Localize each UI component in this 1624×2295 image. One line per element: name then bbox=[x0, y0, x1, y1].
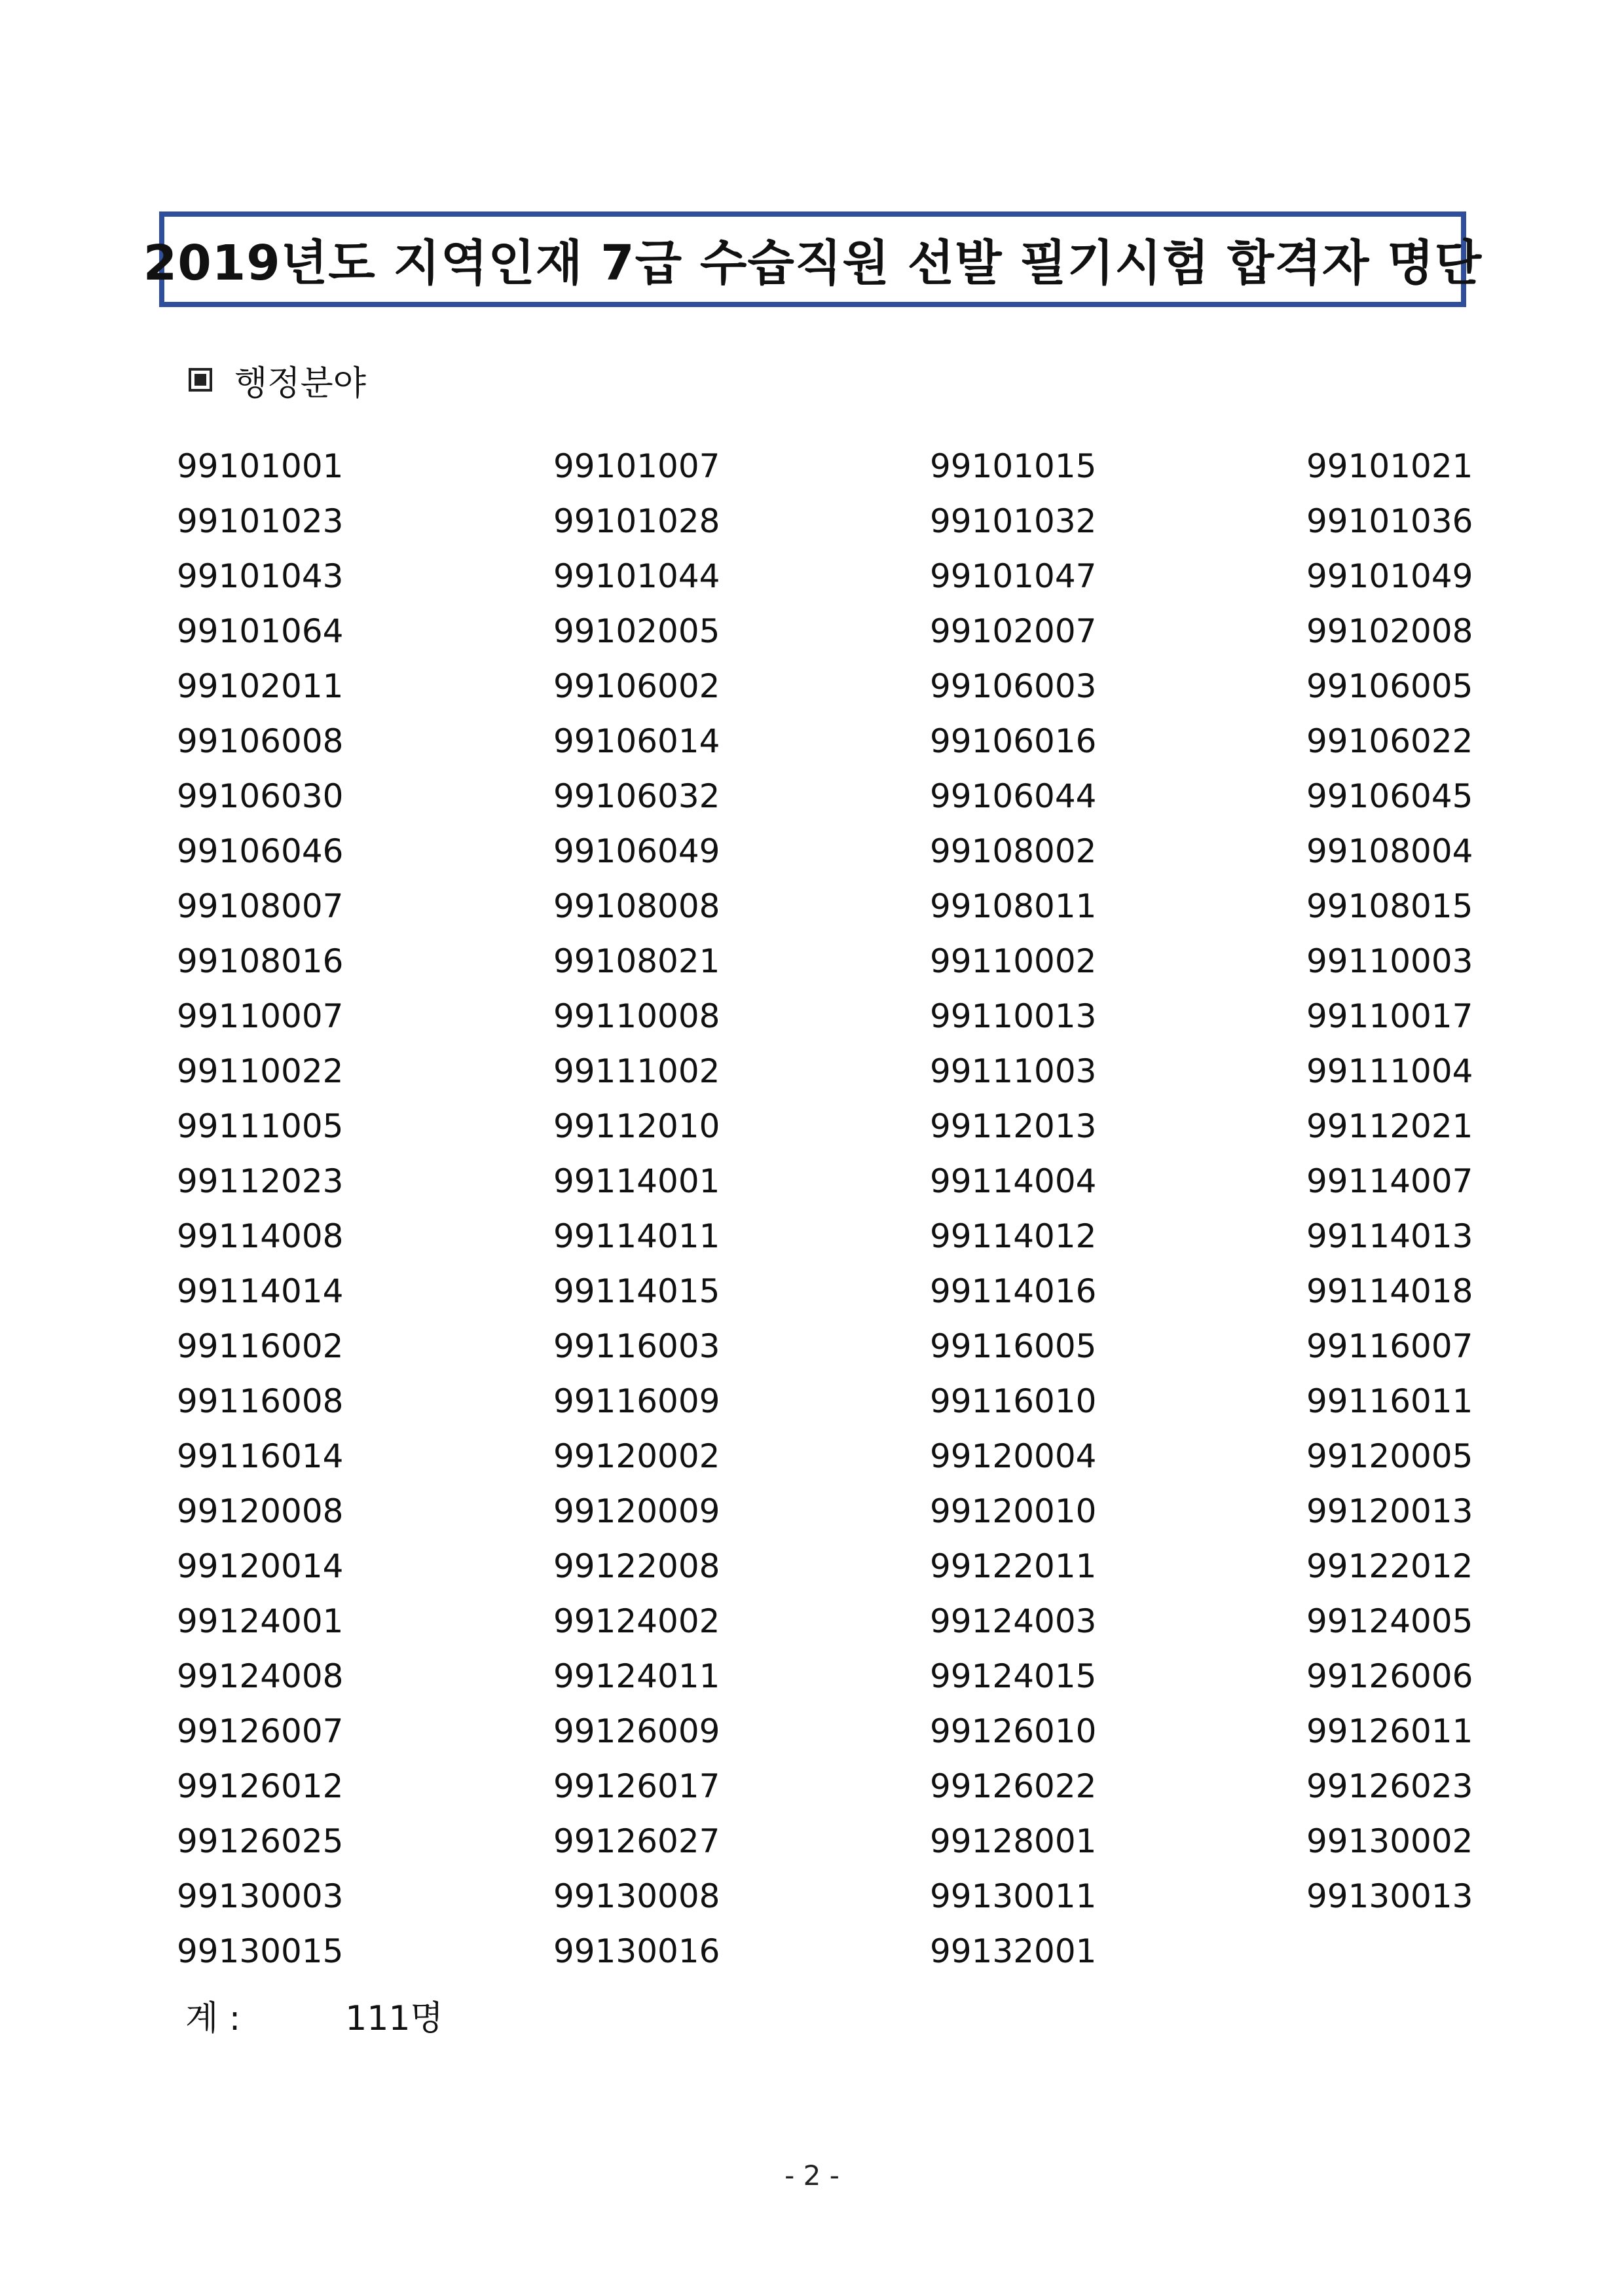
passer-number: 99102008 bbox=[1306, 612, 1473, 650]
filled-square-icon bbox=[189, 368, 212, 392]
passer-number: 99120010 bbox=[930, 1492, 1097, 1530]
passer-number: 99126007 bbox=[177, 1712, 344, 1750]
passer-number: 99112023 bbox=[177, 1162, 344, 1200]
passer-number: 99130002 bbox=[1306, 1822, 1473, 1860]
passer-number: 99101049 bbox=[1306, 557, 1473, 595]
passer-number: 99126027 bbox=[553, 1822, 720, 1860]
passer-number: 99126025 bbox=[177, 1822, 344, 1860]
passer-number: 99102007 bbox=[930, 612, 1097, 650]
passer-number: 99114001 bbox=[553, 1162, 720, 1200]
passer-number: 99126009 bbox=[553, 1712, 720, 1750]
passer-number: 99130011 bbox=[930, 1877, 1097, 1915]
passer-number: 99114015 bbox=[553, 1272, 720, 1310]
total-label: 계 : bbox=[185, 1999, 241, 2038]
passer-number: 99114007 bbox=[1306, 1162, 1473, 1200]
passer-number: 99114012 bbox=[930, 1217, 1097, 1255]
passer-number: 99114014 bbox=[177, 1272, 344, 1310]
passer-number: 99102005 bbox=[553, 612, 720, 650]
passer-number: 99126023 bbox=[1306, 1767, 1473, 1805]
passer-number: 99106044 bbox=[930, 777, 1097, 815]
passer-number: 99116002 bbox=[177, 1327, 344, 1365]
passer-number: 99101043 bbox=[177, 557, 344, 595]
passer-number: 99126010 bbox=[930, 1712, 1097, 1750]
passer-number: 99126017 bbox=[553, 1767, 720, 1805]
passer-number: 99124011 bbox=[553, 1657, 720, 1695]
passer-number: 99116007 bbox=[1306, 1327, 1473, 1365]
passer-number: 99108015 bbox=[1306, 887, 1473, 925]
passer-number: 99102011 bbox=[177, 667, 344, 705]
passer-number: 99108007 bbox=[177, 887, 344, 925]
passer-number: 99116005 bbox=[930, 1327, 1097, 1365]
passer-number: 99114013 bbox=[1306, 1217, 1473, 1255]
passer-number: 99108011 bbox=[930, 887, 1097, 925]
passer-number: 99110008 bbox=[553, 997, 720, 1035]
passer-number: 99106030 bbox=[177, 777, 344, 815]
passer-number: 99124015 bbox=[930, 1657, 1097, 1695]
passer-number: 99101036 bbox=[1306, 502, 1473, 540]
passer-number: 99124002 bbox=[553, 1602, 720, 1640]
passer-number: 99101007 bbox=[553, 447, 720, 485]
passer-number: 99126022 bbox=[930, 1767, 1097, 1805]
passer-number: 99114011 bbox=[553, 1217, 720, 1255]
passer-number: 99120002 bbox=[553, 1437, 720, 1475]
passer-number: 99101023 bbox=[177, 502, 344, 540]
passer-number: 99114018 bbox=[1306, 1272, 1473, 1310]
passer-number: 99110013 bbox=[930, 997, 1097, 1035]
passer-number: 99112010 bbox=[553, 1107, 720, 1145]
passer-number: 99110003 bbox=[1306, 942, 1473, 980]
page-number: - 2 - bbox=[784, 2159, 840, 2192]
passer-number: 99124008 bbox=[177, 1657, 344, 1695]
passer-number: 99106046 bbox=[177, 832, 344, 870]
passer-number: 99106014 bbox=[553, 722, 720, 760]
passer-number: 99130016 bbox=[553, 1932, 720, 1970]
passer-number: 99106003 bbox=[930, 667, 1097, 705]
passer-number: 99108021 bbox=[553, 942, 720, 980]
passer-number: 99126006 bbox=[1306, 1657, 1473, 1695]
passer-number: 99112021 bbox=[1306, 1107, 1473, 1145]
passer-number: 99114016 bbox=[930, 1272, 1097, 1310]
passer-number: 99112013 bbox=[930, 1107, 1097, 1145]
passer-number: 99116009 bbox=[553, 1382, 720, 1420]
passer-number: 99130003 bbox=[177, 1877, 344, 1915]
passer-number: 99106022 bbox=[1306, 722, 1473, 760]
passer-number: 99120013 bbox=[1306, 1492, 1473, 1530]
passer-number: 99120004 bbox=[930, 1437, 1097, 1475]
passer-number: 99114008 bbox=[177, 1217, 344, 1255]
passer-number: 99110007 bbox=[177, 997, 344, 1035]
passer-number: 99126012 bbox=[177, 1767, 344, 1805]
passer-number: 99120005 bbox=[1306, 1437, 1473, 1475]
passer-number: 99120009 bbox=[553, 1492, 720, 1530]
passer-number: 99111005 bbox=[177, 1107, 344, 1145]
passer-number: 99122008 bbox=[553, 1547, 720, 1585]
passer-number: 99108004 bbox=[1306, 832, 1473, 870]
passer-number: 99122012 bbox=[1306, 1547, 1473, 1585]
passer-number: 99101028 bbox=[553, 502, 720, 540]
passer-number: 99101064 bbox=[177, 612, 344, 650]
passer-number: 99116011 bbox=[1306, 1382, 1473, 1420]
passer-number: 99106016 bbox=[930, 722, 1097, 760]
passer-number: 99130008 bbox=[553, 1877, 720, 1915]
passer-number: 99126011 bbox=[1306, 1712, 1473, 1750]
passer-number: 99120008 bbox=[177, 1492, 344, 1530]
passer-number: 99106008 bbox=[177, 722, 344, 760]
total-value: 111명 bbox=[345, 1999, 443, 2038]
title-box bbox=[143, 211, 1483, 307]
passer-number: 99124003 bbox=[930, 1602, 1097, 1640]
passer-number: 99106045 bbox=[1306, 777, 1473, 815]
passer-number: 99108002 bbox=[930, 832, 1097, 870]
passer-number: 99124001 bbox=[177, 1602, 344, 1640]
passer-number: 99101015 bbox=[930, 447, 1097, 485]
passer-number: 99101021 bbox=[1306, 447, 1473, 485]
passer-number: 99110022 bbox=[177, 1052, 344, 1090]
passer-number: 99106005 bbox=[1306, 667, 1473, 705]
section-label: 행정분야 bbox=[234, 363, 366, 403]
passer-number: 99106049 bbox=[553, 832, 720, 870]
passer-number: 99122011 bbox=[930, 1547, 1097, 1585]
passer-number-grid bbox=[177, 443, 1473, 1983]
passer-number: 99101047 bbox=[930, 557, 1097, 595]
passer-number: 99106032 bbox=[553, 777, 720, 815]
passer-number: 99111003 bbox=[930, 1052, 1097, 1090]
passer-number: 99101032 bbox=[930, 502, 1097, 540]
passer-number: 99116010 bbox=[930, 1382, 1097, 1420]
passer-number: 99110002 bbox=[930, 942, 1097, 980]
passer-number: 99101001 bbox=[177, 447, 344, 485]
passer-number: 99108016 bbox=[177, 942, 344, 980]
passer-number: 99128001 bbox=[930, 1822, 1097, 1860]
total-row bbox=[185, 1996, 443, 2042]
passer-number: 99111002 bbox=[553, 1052, 720, 1090]
passer-number: 99116008 bbox=[177, 1382, 344, 1420]
passer-number: 99132001 bbox=[930, 1932, 1097, 1970]
section-heading bbox=[189, 357, 366, 403]
passer-number: 99111004 bbox=[1306, 1052, 1473, 1090]
passer-number: 99114004 bbox=[930, 1162, 1097, 1200]
passer-number: 99124005 bbox=[1306, 1602, 1473, 1640]
passer-number: 99116003 bbox=[553, 1327, 720, 1365]
passer-number: 99120014 bbox=[177, 1547, 344, 1585]
passer-number: 99116014 bbox=[177, 1437, 344, 1475]
passer-number: 99130013 bbox=[1306, 1877, 1473, 1915]
passer-number: 99110017 bbox=[1306, 997, 1473, 1035]
passer-number: 99101044 bbox=[553, 557, 720, 595]
passer-number: 99106002 bbox=[553, 667, 720, 705]
passer-number: 99130015 bbox=[177, 1932, 344, 1970]
passer-number: 99108008 bbox=[553, 887, 720, 925]
page-title: 2019년도 지역인재 7급 수습직원 선발 필기시험 합격자 명단 bbox=[143, 235, 1483, 291]
